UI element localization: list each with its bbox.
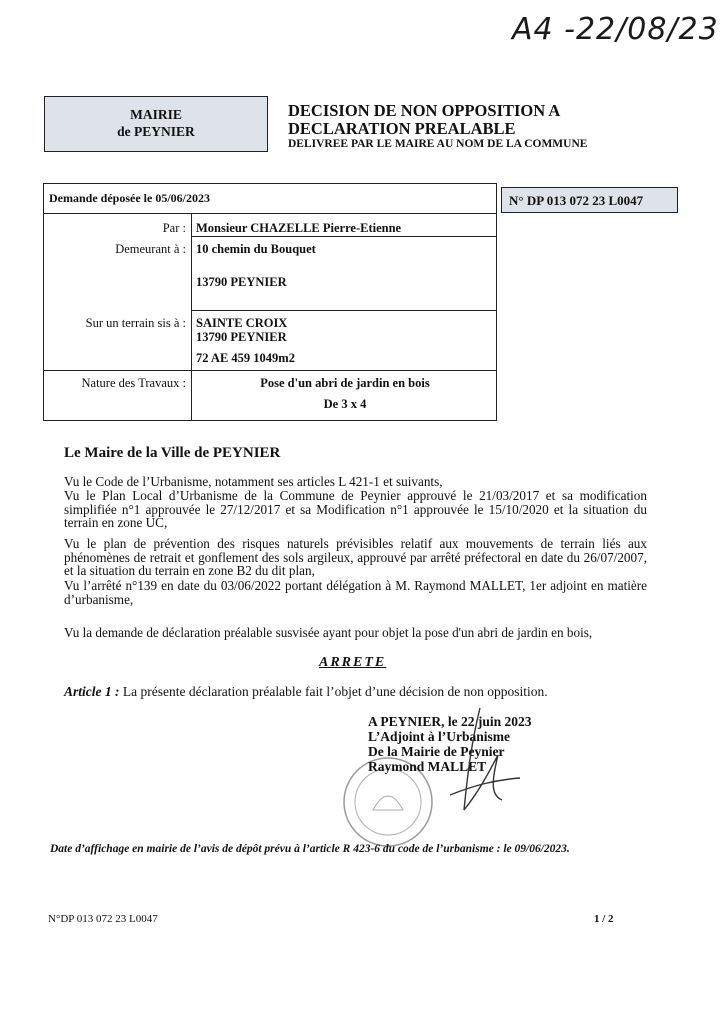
consideration-2: Vu le Plan Local d’Urbanisme de la Commune de Peynier approuvé le 21/03/2017 et sa modification simplifiée n°1 approuvée le 27/12/2017 et sa Modification n°1 approuvée le 15/10/2020 et la situation du terrain en zone UC, xyxy=(64,488,647,530)
consideration-1: Vu le Code de l’Urbanisme, notamment ses articles L 421-1 et suivants, xyxy=(64,474,443,489)
handwritten-reference: A4 -22/08/23 xyxy=(512,12,719,47)
works-dimensions: De 3 x 4 xyxy=(323,397,367,411)
nature-label: Nature des Travaux : xyxy=(81,376,186,390)
page-number: 1 / 2 xyxy=(594,913,614,925)
mairie-commune: de PEYNIER xyxy=(117,124,195,139)
document-title-line1: DECISION DE NON OPPOSITION A xyxy=(288,101,561,120)
article-1 xyxy=(64,684,548,700)
terrain-city: 13790 PEYNIER xyxy=(196,330,287,344)
signature-institution: De la Mairie de Peynier xyxy=(368,744,505,759)
request-details-table xyxy=(43,183,497,421)
divider xyxy=(44,370,496,371)
mairie-header-box xyxy=(44,96,268,152)
handwritten-signature xyxy=(420,700,530,830)
demande-date: Demande déposée le 05/06/2023 xyxy=(49,191,210,205)
terrain-parcel: 72 AE 459 1049m2 xyxy=(196,351,295,365)
document-title-line2: DECLARATION PREALABLE xyxy=(288,119,516,138)
article-1-text: La présente déclaration préalable fait l’objet d’une décision de non opposition. xyxy=(119,684,548,699)
consideration-3: Vu le plan de prévention des risques naturels prévisibles relatif aux mouvements de terrain liés aux phénomènes de retrait et gonflement des sols argileux, approuvé par arrêté préfectoral en date du 26/07/2007, et la situation du terrain en zone B2 du dit plan, xyxy=(64,536,647,578)
divider xyxy=(191,236,496,237)
terrain-label: Sur un terrain sis à : xyxy=(85,316,186,330)
column-divider xyxy=(191,213,192,420)
dossier-number-box: N° DP 013 072 23 L0047 xyxy=(501,187,678,213)
consideration-4: Vu l’arrêté n°139 en date du 03/06/2022 portant délégation à M. Raymond MALLET, 1er adjoint en matière d’urbanisme, xyxy=(64,578,647,607)
affichage-date-note: Date d’affichage en mairie de l’avis de dépôt prévu à l’article R 423-6 du code de l’urbanisme : le 09/06/2023. xyxy=(50,843,570,855)
signature-place-date: A PEYNIER, le 22 juin 2023 xyxy=(368,714,532,729)
applicant-name: Monsieur CHAZELLE Pierre-Etienne xyxy=(196,221,402,235)
signature-title: L’Adjoint à l’Urbanisme xyxy=(368,729,511,744)
divider xyxy=(44,213,496,214)
terrain-locality: SAINTE CROIX xyxy=(196,316,288,330)
arrete-heading: ARRETE xyxy=(319,655,387,670)
works-description: Pose d'un abri de jardin en bois xyxy=(260,376,430,390)
mayor-heading: Le Maire de la Ville de PEYNIER xyxy=(64,445,281,461)
demeurant-label: Demeurant à : xyxy=(115,242,186,256)
demande-consideration: Vu la demande de déclaration préalable susvisée ayant pour objet la pose d'un abri de jardin en bois, xyxy=(64,625,593,640)
signatory-name: Raymond MALLET xyxy=(368,759,487,774)
document-subtitle: DELIVREE PAR LE MAIRE AU NOM DE LA COMMUNE xyxy=(288,138,588,150)
divider xyxy=(191,310,496,311)
footer-dossier-reference: N°DP 013 072 23 L0047 xyxy=(48,913,158,925)
applicant-city: 13790 PEYNIER xyxy=(196,275,287,289)
article-1-label: Article 1 : xyxy=(64,684,120,699)
mairie-label: MAIRIE xyxy=(130,107,182,122)
applicant-address: 10 chemin du Bouquet xyxy=(196,242,316,256)
par-label: Par : xyxy=(162,221,186,235)
